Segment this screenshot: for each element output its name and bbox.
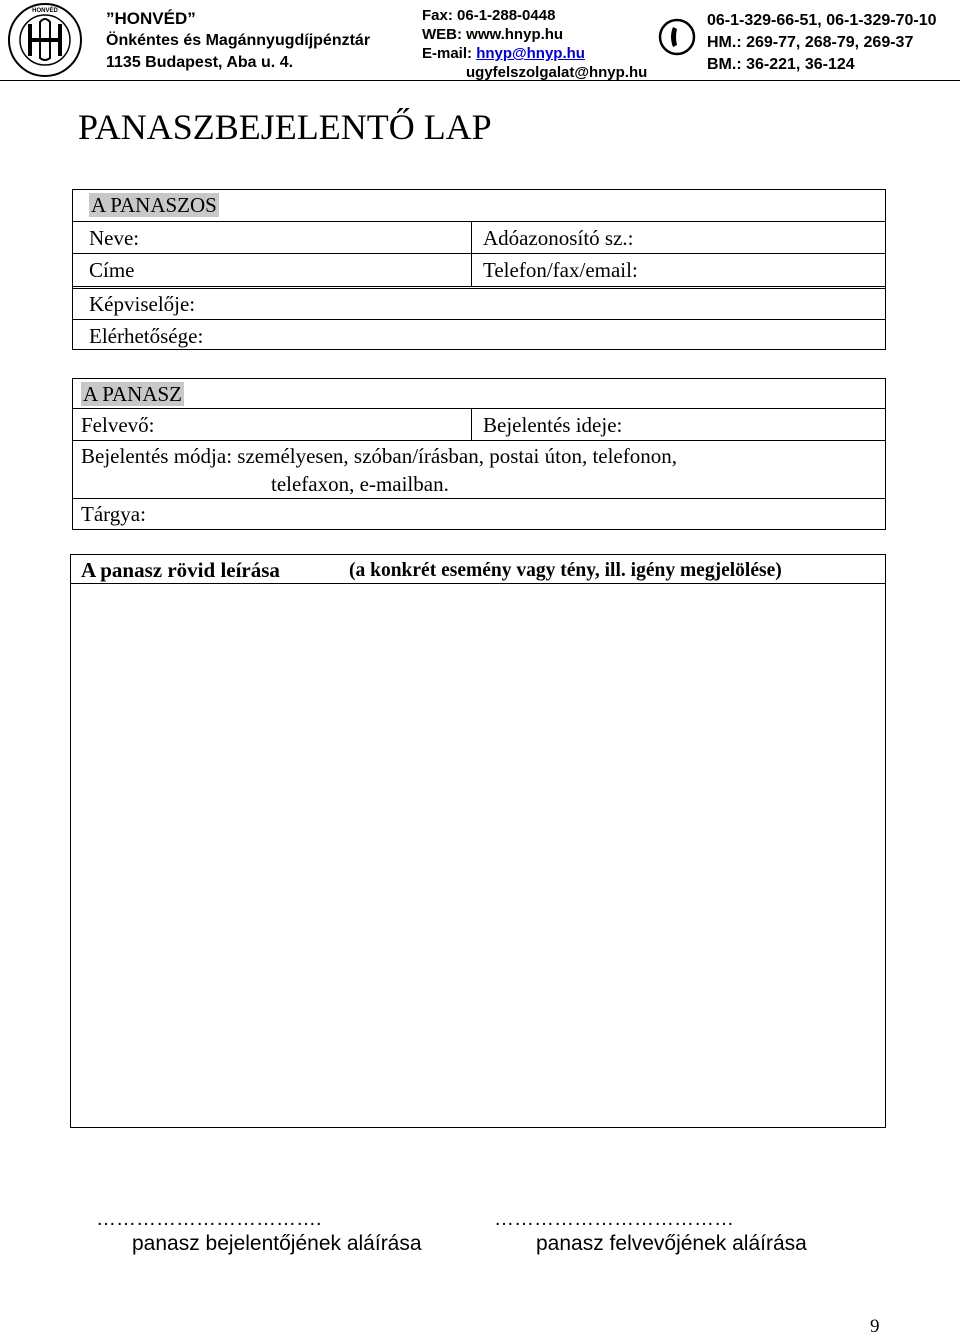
description-label: A panasz rövid leírása bbox=[81, 558, 280, 582]
recorder-label: Felvevő: bbox=[81, 413, 155, 437]
signature-label-recorder: panasz felvevőjének aláírása bbox=[536, 1232, 807, 1255]
org-address: 1135 Budapest, Aba u. 4. bbox=[106, 54, 294, 71]
signature-label-reporter: panasz bejelentőjének aláírása bbox=[132, 1232, 422, 1255]
description-box[interactable] bbox=[70, 554, 886, 1128]
phone-icon bbox=[658, 18, 696, 61]
report-time-label: Bejelentés ideje: bbox=[483, 413, 623, 437]
reachability-label: Elérhetősége: bbox=[89, 324, 204, 348]
email-label: E-mail: bbox=[422, 45, 477, 62]
report-mode-line1: Bejelentés módja: személyesen, szóban/írásban, postai úton, telefonon, bbox=[81, 444, 677, 468]
signature-dots-left: ……………………………. bbox=[96, 1208, 322, 1230]
address-label: Címe bbox=[89, 258, 135, 282]
logo-emblem-icon bbox=[6, 2, 84, 78]
signature-dots-right: ……………………………… bbox=[494, 1208, 734, 1230]
contact-block bbox=[422, 6, 647, 82]
header-divider bbox=[0, 80, 960, 81]
contact-label: Telefon/fax/email: bbox=[483, 258, 638, 282]
email-line bbox=[422, 44, 647, 63]
report-mode-line2: telefaxon, e-mailban. bbox=[271, 472, 449, 496]
org-name: ”HONVÉD” bbox=[106, 9, 196, 28]
svg-text:HONVÉD: HONVÉD bbox=[32, 8, 58, 14]
phone-hm: HM.: 269-77, 268-79, 269-37 bbox=[707, 34, 914, 51]
section-title-complainant: A PANASZOS bbox=[91, 193, 217, 217]
page-number: 9 bbox=[870, 1316, 880, 1337]
phone-main: 06-1-329-66-51, 06-1-329-70-10 bbox=[707, 12, 937, 29]
phone-bm: BM.: 36-221, 36-124 bbox=[707, 56, 855, 73]
logo bbox=[6, 2, 84, 78]
phones-block bbox=[707, 10, 936, 76]
fax-text: Fax: 06-1-288-0448 bbox=[422, 7, 556, 24]
web-text: WEB: www.hnyp.hu bbox=[422, 26, 564, 43]
name-label: Neve: bbox=[89, 226, 140, 250]
complainant-box bbox=[72, 189, 886, 350]
tax-id-label: Adóazonosító sz.: bbox=[483, 226, 634, 250]
complaint-box bbox=[72, 378, 886, 530]
description-hint: (a konkrét esemény vagy tény, ill. igény megjelölése) bbox=[349, 560, 782, 581]
org-block bbox=[106, 8, 370, 74]
subject-label: Tárgya: bbox=[81, 502, 146, 526]
org-subtitle: Önkéntes és Magánnyugdíjpénztár bbox=[106, 32, 371, 49]
representative-label: Képviselője: bbox=[89, 292, 196, 316]
email-link[interactable]: hnyp@hnyp.hu bbox=[476, 45, 585, 62]
email2-text[interactable]: ugyfelszolgalat@hnyp.hu bbox=[466, 64, 648, 81]
page-title: PANASZBEJELENTŐ LAP bbox=[78, 107, 492, 147]
section-title-complaint: A PANASZ bbox=[83, 382, 183, 406]
